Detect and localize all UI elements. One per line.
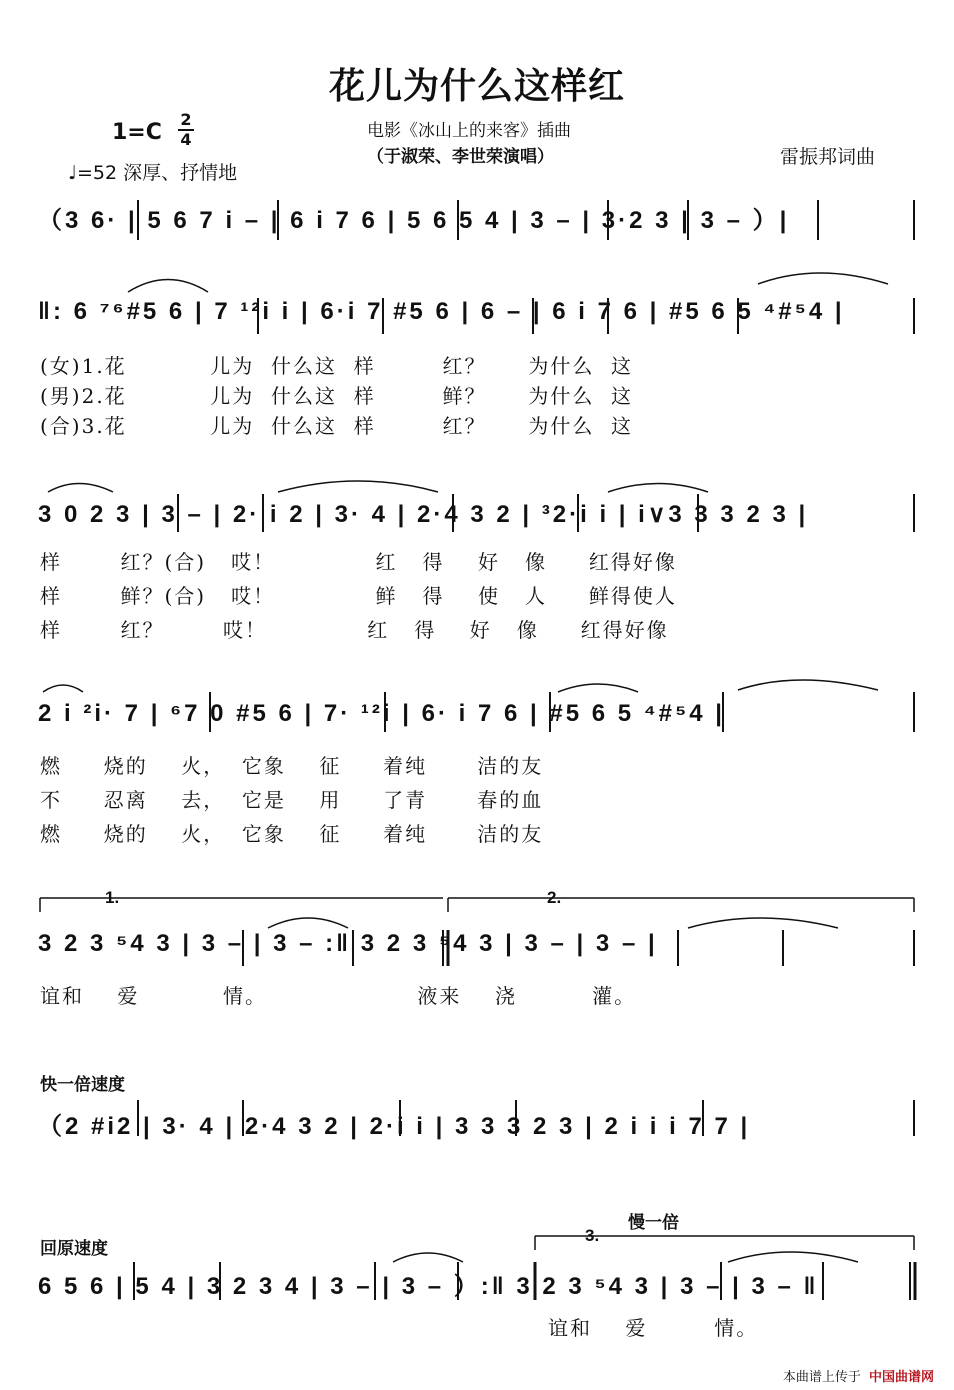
song-title: 花儿为什么这样红 <box>328 65 625 107</box>
performers: （于淑荣、李世荣演唱） <box>367 147 554 167</box>
music-line-5: 3 2 3 ⁵4 3 | 3 – | 3 – :‖ 3 2 3 ⁵4 3 | 3 – | 3 – | <box>38 930 658 957</box>
lyrics-line4-c: 燃 烧的 火， 它象 征 着纯 洁的友 <box>40 822 544 846</box>
lyrics-verse3-chorus: (合)3.花 儿为 什么这 样 红？ 为什么 这 <box>40 414 634 438</box>
footer-uploaded: 本曲谱上传于 <box>782 1370 861 1385</box>
music-line-4: 2 i ²i· 7 | ⁶7 0 #5 6 | 7· ¹²i | 6· i 7 6 | #5 6 5 ⁴#⁵4 | <box>38 700 725 727</box>
staff-decor-4 <box>38 668 918 738</box>
lyrics-line4-a: 燃 烧的 火， 它象 征 着纯 洁的友 <box>40 754 544 778</box>
lyrics-line5: 谊和 爱 情。 液来 浇 灌。 <box>40 984 637 1008</box>
time-signature <box>178 112 194 148</box>
key-signature: 1=C <box>112 120 162 145</box>
music-line-6: （2 #i2 | 3· 4 | 2·4 3 2 | 2·i i | 3 3 3 2 3 | 2 i i i 7 7 | <box>38 1113 751 1140</box>
lyrics-verse2-male: (男)2.花 儿为 什么这 样 鲜？ 为什么 这 <box>40 384 634 408</box>
meter-top: 2 <box>180 110 192 129</box>
music-line-7: 6 5 6 | 5 4 | 3 2 3 4 | 3 – | 3 – ）:‖ 3 2 3 ⁵4 3 | 3 – | 3 – ‖ <box>38 1273 819 1300</box>
lyrics-line3-a: 样 红？(合) 哎！ 红 得 好 像 红得好像 <box>40 550 677 574</box>
staff-decor-6 <box>38 1096 918 1142</box>
tempo-return: 回原速度 <box>40 1239 108 1258</box>
music-line-2: ‖: 6 ⁷⁶#5 6 | 7 ¹²i i | 6·i 7 #5 6 | 6 – | 6 i 7 6 | #5 6 5 ⁴#⁵4 | <box>38 298 845 325</box>
music-line-3: 3 0 2 3 | 3 – | 2· i 2 | 3· 4 | 2·4 3 2 | ³2·i i | i∨3 3 3 2 3 | <box>38 501 809 528</box>
music-line-intro: （3 6· | 5 6 7 i – | 6 i 7 6 | 5 6 5 4 | 3 – | 3·2 3 | 3 – ）| <box>38 207 790 234</box>
lyrics-line3-b: 样 鲜？(合) 哎！ 鲜 得 使 人 鲜得使人 <box>40 584 677 608</box>
footer-site-logo[interactable]: 中国曲谱网 <box>868 1370 934 1385</box>
subtitle: 电影《冰山上的来客》插曲 <box>367 121 571 141</box>
tempo-marking: ♩=52 深厚、抒情地 <box>68 162 238 184</box>
lyrics-line3-c: 样 红？ 哎！ 红 得 好 像 红得好像 <box>40 618 669 642</box>
meter-bottom: 4 <box>180 130 192 149</box>
credit: 雷振邦词曲 <box>780 146 876 168</box>
staff-decor-3 <box>38 470 918 540</box>
volta-3-label: 3. <box>585 1226 600 1245</box>
lyrics-line7: 谊和 爱 情。 <box>548 1316 759 1340</box>
lyrics-verse1-female: (女)1.花 儿为 什么这 样 红？ 为什么 这 <box>40 354 634 378</box>
volta-2-label: 2. <box>547 888 562 907</box>
staff-decor-1 <box>38 196 918 246</box>
tempo-faster: 快一倍速度 <box>40 1075 125 1094</box>
footer-source <box>783 1366 934 1385</box>
tempo-slower: 慢一倍 <box>628 1213 679 1232</box>
volta-1-label: 1. <box>105 888 120 907</box>
lyrics-line4-b: 不 忍离 去， 它是 用 了青 春的血 <box>40 788 544 812</box>
staff-decor-2 <box>38 262 918 342</box>
